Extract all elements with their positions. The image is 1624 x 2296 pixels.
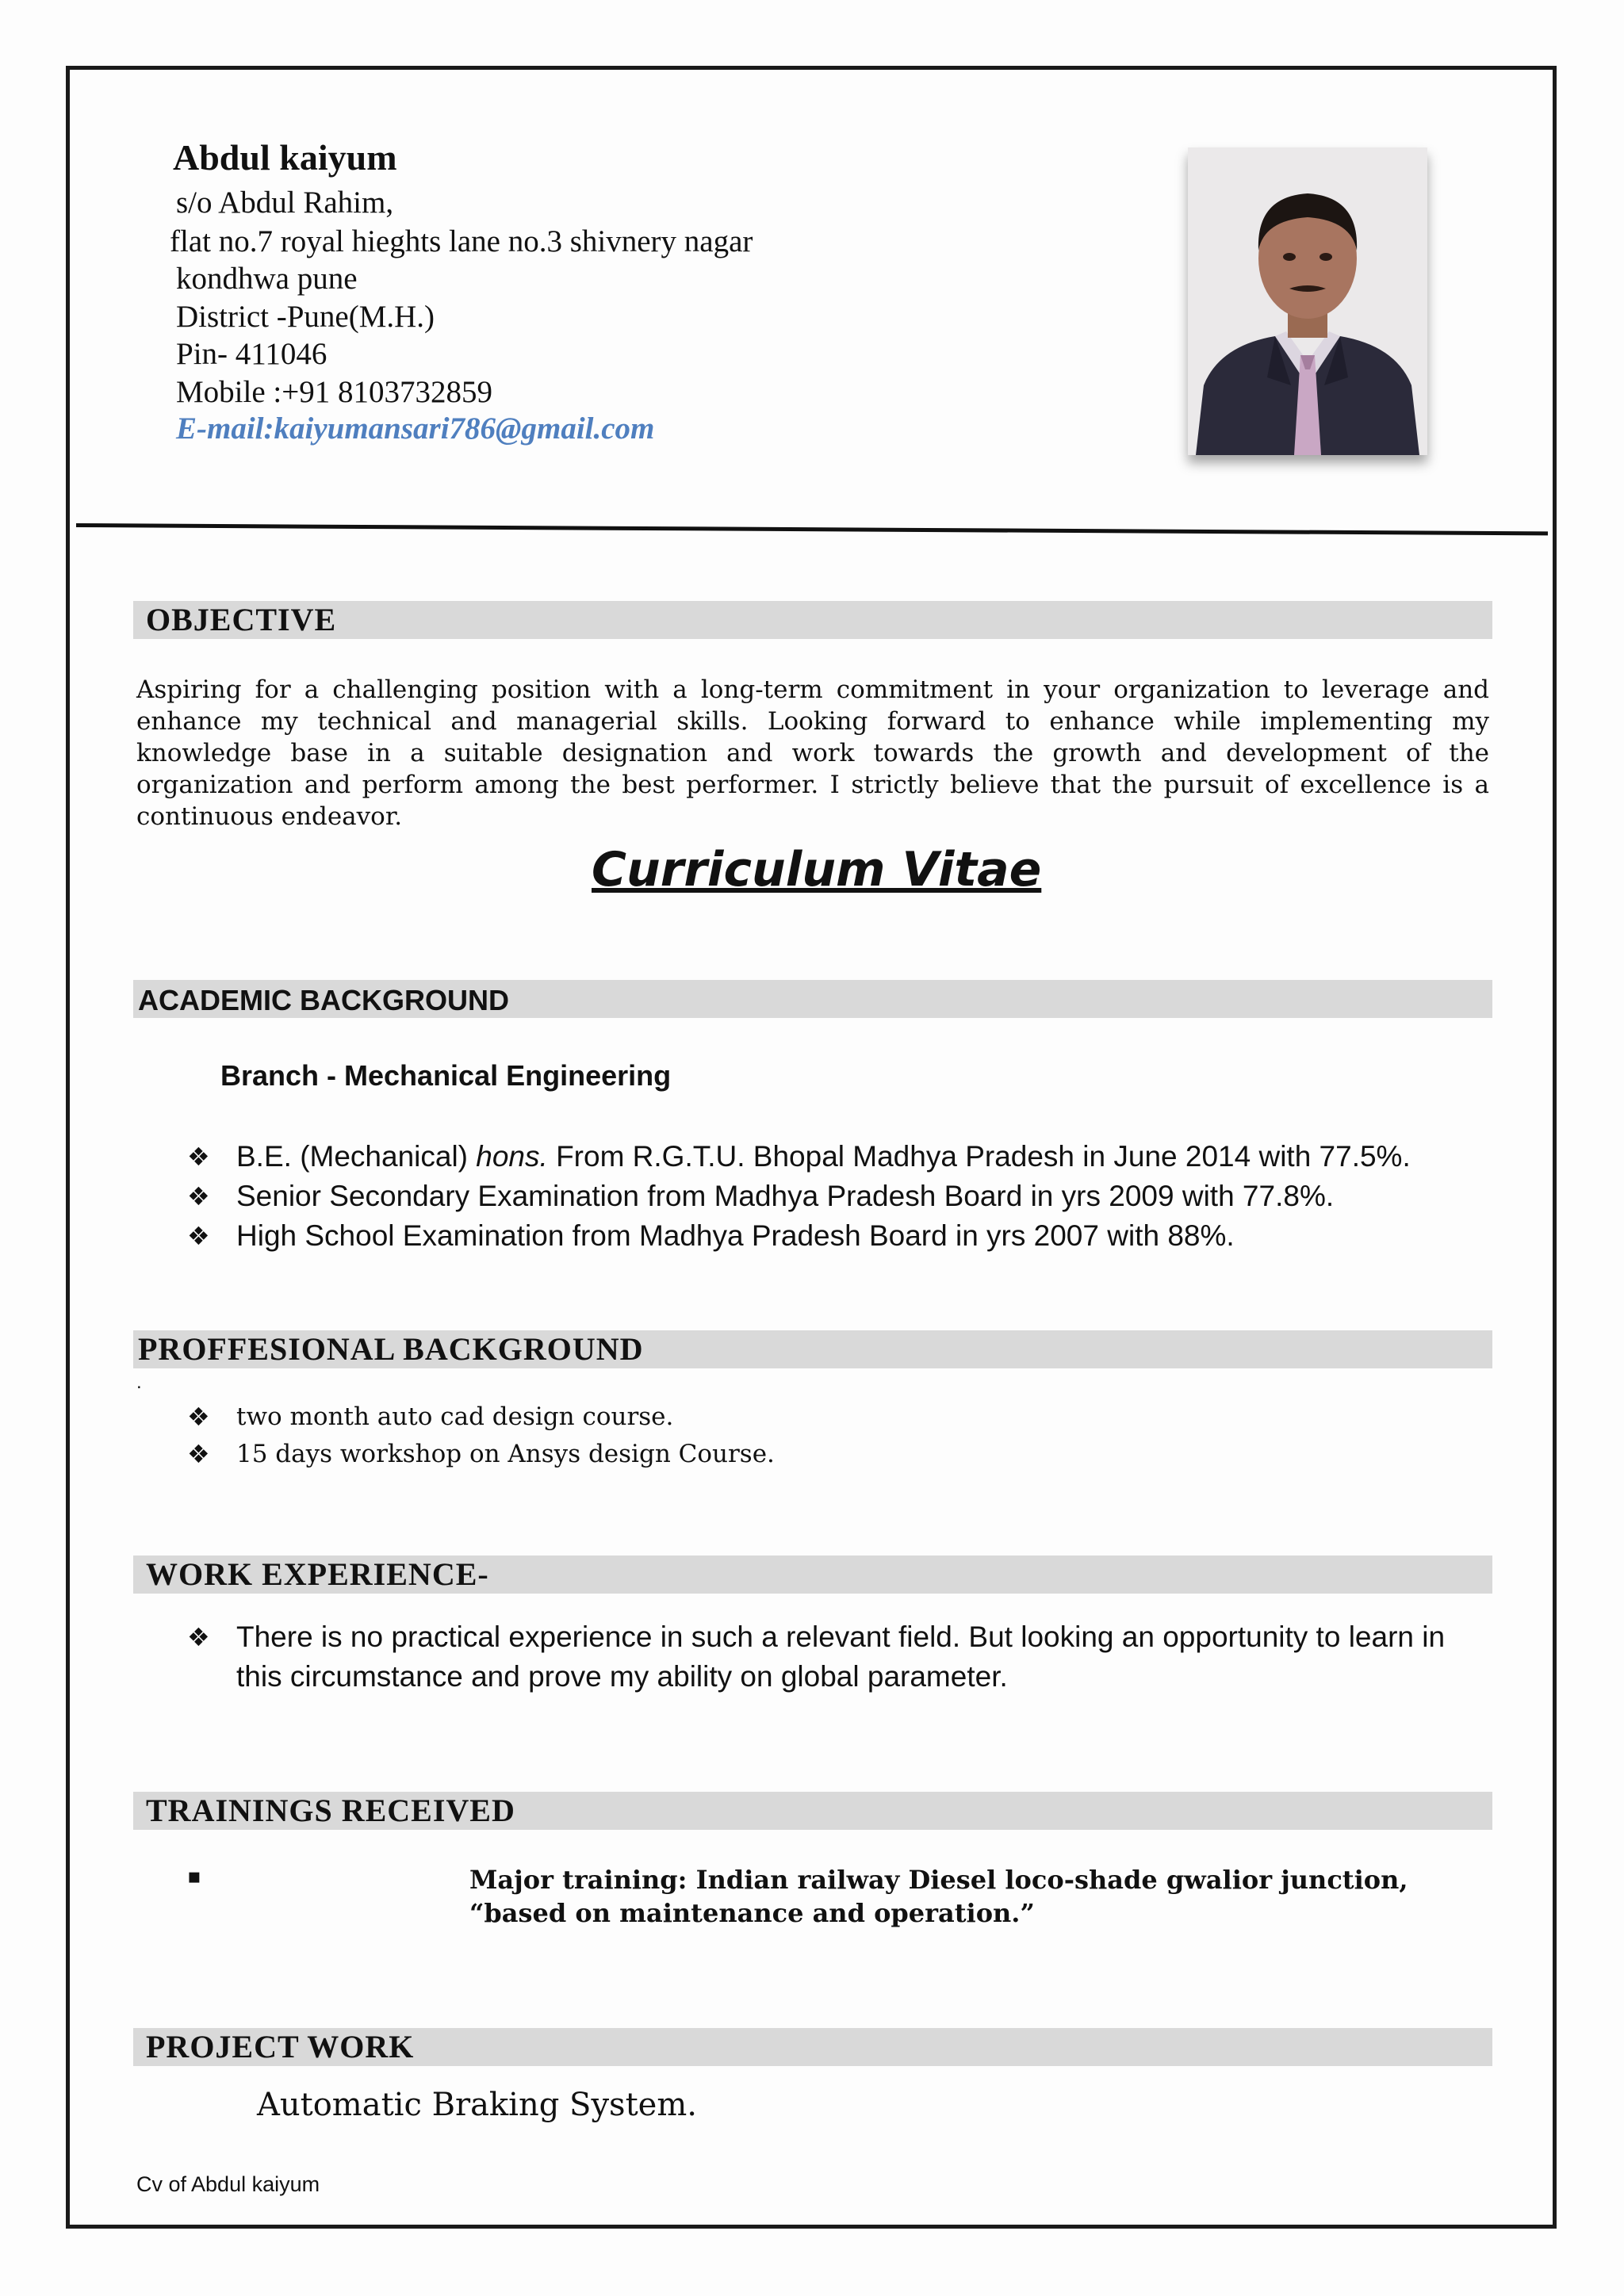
footer-text: Cv of Abdul kaiyum	[136, 2172, 320, 2196]
professional-list	[187, 1399, 775, 1473]
trainings-section-bar	[133, 1792, 1492, 1830]
diamond-bullet-icon: ❖	[187, 1181, 210, 1211]
email-link[interactable]: E-mail:kaiyumansari786@gmail.com	[176, 411, 655, 446]
professional-heading: PROFFESIONAL BACKGROUND	[138, 1331, 644, 1367]
objective-section-bar	[133, 601, 1492, 639]
workshop-text: 15 days workshop on Ansys design Course.	[236, 1440, 775, 1468]
address-line-4: District -Pune(M.H.)	[176, 300, 435, 334]
academic-section-bar	[133, 980, 1492, 1018]
academic-heading: ACADEMIC BACKGROUND	[138, 984, 509, 1016]
degree-detail: From R.G.T.U. Bhopal Madhya Pradesh in June 2014 with 77.5%.	[547, 1140, 1411, 1173]
stray-dot: .	[136, 1372, 142, 1393]
professional-section-bar	[133, 1330, 1492, 1368]
list-item	[187, 1177, 1411, 1216]
diamond-bullet-icon: ❖	[187, 1221, 210, 1251]
objective-text: Aspiring for a challenging position with a long-term commitment in your organization to leverage and enhance my technical and managerial skills. Looking forward to enhance while implementing my knowledge base in a suitable designation and work towards the growth and development of the organization and perform among the best performer. I strictly believe that the pursuit of excellence is a continuous endeavor.	[136, 675, 1489, 831]
list-item	[187, 1399, 775, 1436]
diamond-bullet-icon: ❖	[187, 1402, 210, 1432]
diamond-bullet-icon: ❖	[187, 1622, 210, 1652]
candidate-name: Abdul kaiyum	[173, 137, 397, 178]
objective-heading: OBJECTIVE	[146, 602, 337, 637]
training-line-1: Major training: Indian railway Diesel loco-shade gwalior junction,	[469, 1865, 1408, 1895]
address-line-6: Mobile :+91 8103732859	[176, 375, 492, 409]
work-heading: WORK EXPERIENCE-	[146, 1556, 489, 1592]
diamond-bullet-icon: ❖	[187, 1142, 210, 1172]
high-school-text: High School Examination from Madhya Pradesh Board in yrs 2007 with 88%.	[236, 1219, 1235, 1252]
degree-honors: hons.	[476, 1140, 548, 1173]
address-line-1: s/o Abdul Rahim,	[176, 186, 394, 220]
trainings-heading: TRAININGS RECEIVED	[146, 1793, 515, 1828]
academic-list	[187, 1137, 1411, 1256]
branch-label: Branch - Mechanical Engineering	[220, 1059, 672, 1092]
work-list	[187, 1617, 1488, 1697]
project-heading: PROJECT WORK	[146, 2029, 415, 2064]
person-photo-icon	[1188, 147, 1427, 455]
training-line-2: “based on maintenance and operation.”	[469, 1898, 1035, 1928]
project-text: Automatic Braking System.	[257, 2087, 697, 2123]
list-item	[187, 1617, 1488, 1697]
list-item	[187, 1436, 775, 1473]
degree-text: B.E. (Mechanical)	[236, 1140, 477, 1173]
list-item	[187, 1137, 1411, 1177]
training-text	[469, 1863, 1492, 1930]
cv-title: Curriculum Vitae	[592, 842, 1042, 897]
course-text: two month auto cad design course.	[236, 1402, 674, 1431]
work-experience-text: There is no practical experience in such a relevant field. But looking an opportunity to learn in this circumstance and prove my ability on global parameter.	[236, 1621, 1446, 1693]
square-bullet-icon: ▪	[187, 1865, 201, 1888]
diamond-bullet-icon: ❖	[187, 1439, 210, 1469]
profile-photo	[1188, 147, 1427, 455]
project-section-bar	[133, 2028, 1492, 2066]
address-line-3: kondhwa pune	[176, 262, 358, 296]
list-item	[187, 1216, 1411, 1256]
senior-secondary-text: Senior Secondary Examination from Madhya Pradesh Board in yrs 2009 with 77.8%.	[236, 1180, 1335, 1212]
work-section-bar	[133, 1556, 1492, 1594]
address-line-2: flat no.7 royal hieghts lane no.3 shivnery nagar	[170, 224, 753, 258]
address-line-5: Pin- 411046	[176, 337, 327, 371]
